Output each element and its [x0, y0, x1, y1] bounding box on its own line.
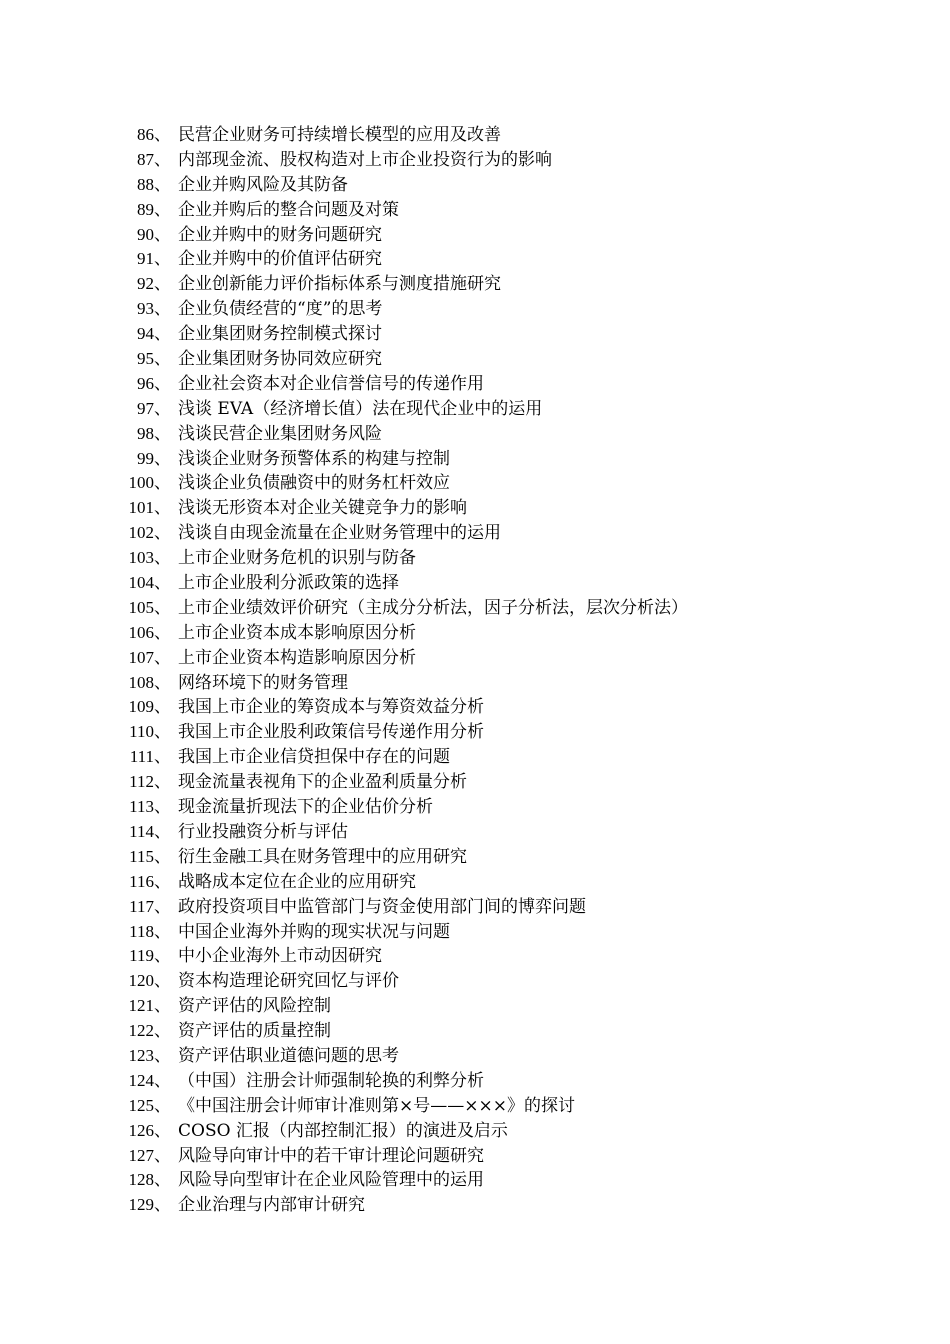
item-title: 内部现金流、股权构造对上市企业投资行为的影响 [178, 149, 552, 170]
item-number: 117 [129, 896, 154, 916]
list-item [100, 1144, 900, 1169]
list-item [100, 720, 900, 745]
item-title: 企业并购风险及其防备 [178, 174, 348, 195]
item-number: 106 [128, 622, 154, 642]
item-title: 上市企业股利分派政策的选择 [178, 573, 399, 594]
list-item [100, 621, 900, 646]
item-separator: 、 [154, 373, 171, 394]
item-separator: 、 [154, 473, 171, 494]
item-separator: 、 [154, 597, 171, 618]
item-title: 政府投资项目中监管部门与资金使用部门间的博弈问题 [178, 896, 586, 917]
item-separator: 、 [154, 622, 171, 643]
item-title: 我国上市企业股利政策信号传递作用分析 [178, 722, 484, 743]
item-title: 网络环境下的财务管理 [178, 672, 348, 693]
item-separator: 、 [154, 896, 171, 917]
item-number: 101 [128, 498, 154, 518]
item-title: 《中国注册会计师审计准则第×号——×××》的探讨 [178, 1095, 575, 1116]
item-separator: 、 [154, 996, 171, 1017]
item-separator: 、 [154, 523, 171, 544]
item-separator: 、 [154, 971, 171, 992]
list-item [100, 521, 900, 546]
list-item [100, 671, 900, 696]
item-number: 90 [137, 224, 154, 244]
list-item [100, 1119, 900, 1144]
list-item [100, 944, 900, 969]
list-item [100, 695, 900, 720]
item-title: 衍生金融工具在财务管理中的应用研究 [178, 846, 467, 867]
item-title: 现金流量折现法下的企业估价分析 [178, 797, 433, 818]
list-item [100, 820, 900, 845]
list-item [100, 223, 900, 248]
item-number: 105 [128, 597, 154, 617]
item-separator: 、 [154, 174, 171, 195]
list-item [100, 646, 900, 671]
item-separator: 、 [154, 797, 171, 818]
list-item [100, 969, 900, 994]
item-separator: 、 [154, 149, 171, 170]
item-title: 资产评估的质量控制 [178, 1021, 331, 1042]
list-item [100, 422, 900, 447]
list-item [100, 123, 900, 148]
list-item [100, 1193, 900, 1218]
item-separator: 、 [154, 946, 171, 967]
item-separator: 、 [154, 1120, 171, 1141]
item-number: 104 [128, 573, 154, 593]
item-number: 119 [129, 946, 154, 966]
item-number: 103 [128, 548, 154, 568]
list-item [100, 447, 900, 472]
item-title: 浅谈企业负债融资中的财务杠杆效应 [178, 473, 450, 494]
list-item [100, 322, 900, 347]
item-title: （中国）注册会计师强制轮换的利弊分析 [178, 1070, 484, 1091]
list-item [100, 994, 900, 1019]
item-number: 126 [128, 1120, 154, 1140]
item-separator: 、 [154, 548, 171, 569]
list-item [100, 1044, 900, 1069]
item-title: 行业投融资分析与评估 [178, 821, 348, 842]
item-separator: 、 [154, 299, 171, 320]
item-title: 企业并购中的财务问题研究 [178, 224, 382, 245]
item-number: 111 [129, 747, 154, 767]
item-title: 上市企业资本构造影响原因分析 [178, 647, 416, 668]
list-item [100, 1019, 900, 1044]
item-title: 企业社会资本对企业信誉信号的传递作用 [178, 373, 484, 394]
item-number: 97 [137, 398, 154, 418]
item-separator: 、 [154, 672, 171, 693]
item-separator: 、 [154, 772, 171, 793]
item-separator: 、 [154, 1145, 171, 1166]
item-title: 中小企业海外上市动因研究 [178, 946, 382, 967]
list-item [100, 247, 900, 272]
item-separator: 、 [154, 697, 171, 718]
item-number: 94 [137, 324, 154, 344]
list-item [100, 1168, 900, 1193]
item-title: 浅谈无形资本对企业关键竞争力的影响 [178, 498, 467, 519]
item-number: 95 [137, 349, 154, 369]
item-title: 浅谈民营企业集团财务风险 [178, 423, 382, 444]
item-title: 企业负债经营的“度”的思考 [178, 299, 383, 320]
list-item [100, 372, 900, 397]
item-separator: 、 [154, 199, 171, 220]
item-title: 我国上市企业信贷担保中存在的问题 [178, 747, 450, 768]
item-separator: 、 [154, 1021, 171, 1042]
list-item [100, 272, 900, 297]
item-number: 125 [128, 1095, 154, 1115]
item-number: 87 [137, 149, 154, 169]
item-number: 129 [128, 1195, 154, 1215]
item-number: 127 [128, 1145, 154, 1165]
list-item [100, 198, 900, 223]
item-title: 企业创新能力评价指标体系与测度措施研究 [178, 274, 501, 295]
item-title: 浅谈 EVA（经济增长值）法在现代企业中的运用 [178, 398, 543, 419]
item-separator: 、 [154, 871, 171, 892]
item-title: 现金流量表视角下的企业盈利质量分析 [178, 772, 467, 793]
item-number: 89 [137, 199, 154, 219]
item-number: 107 [128, 647, 154, 667]
item-separator: 、 [154, 921, 171, 942]
item-title: 中国企业海外并购的现实状况与问题 [178, 921, 450, 942]
item-separator: 、 [154, 821, 171, 842]
item-number: 102 [128, 523, 154, 543]
list-item [100, 397, 900, 422]
item-number: 98 [137, 423, 154, 443]
item-number: 100 [128, 473, 154, 493]
list-item [100, 770, 900, 795]
item-separator: 、 [154, 846, 171, 867]
list-item [100, 173, 900, 198]
item-separator: 、 [154, 722, 171, 743]
list-item [100, 471, 900, 496]
item-number: 92 [137, 274, 154, 294]
item-number: 128 [128, 1170, 154, 1190]
item-title: 企业并购后的整合问题及对策 [178, 199, 399, 220]
topic-list [100, 123, 900, 1218]
item-number: 93 [137, 299, 154, 319]
item-number: 108 [128, 672, 154, 692]
item-number: 96 [137, 373, 154, 393]
item-separator: 、 [154, 573, 171, 594]
item-number: 122 [128, 1021, 154, 1041]
item-title: 风险导向审计中的若干审计理论问题研究 [178, 1145, 484, 1166]
item-number: 124 [128, 1070, 154, 1090]
item-separator: 、 [154, 423, 171, 444]
item-separator: 、 [154, 747, 171, 768]
list-item [100, 148, 900, 173]
list-item [100, 297, 900, 322]
item-separator: 、 [154, 1070, 171, 1091]
item-separator: 、 [154, 249, 171, 270]
list-item [100, 895, 900, 920]
item-title: 企业集团财务协同效应研究 [178, 349, 382, 370]
item-title: 上市企业绩效评价研究（主成分分析法，因子分析法，层次分析法） [178, 597, 688, 618]
item-title: 资产评估职业道德问题的思考 [178, 1045, 399, 1066]
item-title: 风险导向型审计在企业风险管理中的运用 [178, 1170, 484, 1191]
item-number: 112 [129, 772, 154, 792]
item-title: 企业治理与内部审计研究 [178, 1195, 365, 1216]
item-title: 浅谈企业财务预警体系的构建与控制 [178, 448, 450, 469]
item-separator: 、 [154, 1170, 171, 1191]
item-title: 战略成本定位在企业的应用研究 [178, 871, 416, 892]
item-separator: 、 [154, 324, 171, 345]
list-item [100, 571, 900, 596]
item-number: 123 [128, 1045, 154, 1065]
list-item [100, 596, 900, 621]
item-separator: 、 [154, 1045, 171, 1066]
list-item [100, 920, 900, 945]
item-title: 资本构造理论研究回忆与评价 [178, 971, 399, 992]
item-title: 企业并购中的价值评估研究 [178, 249, 382, 270]
item-number: 91 [137, 249, 154, 269]
item-separator: 、 [154, 274, 171, 295]
item-title: 上市企业财务危机的识别与防备 [178, 548, 416, 569]
item-separator: 、 [154, 224, 171, 245]
list-item [100, 347, 900, 372]
item-number: 109 [128, 697, 154, 717]
item-number: 88 [137, 174, 154, 194]
list-item [100, 870, 900, 895]
item-title: 资产评估的风险控制 [178, 996, 331, 1017]
list-item [100, 745, 900, 770]
item-separator: 、 [154, 1095, 171, 1116]
list-item [100, 845, 900, 870]
item-separator: 、 [154, 1195, 171, 1216]
item-number: 116 [129, 871, 154, 891]
item-number: 120 [128, 971, 154, 991]
item-title: 浅谈自由现金流量在企业财务管理中的运用 [178, 523, 501, 544]
item-number: 114 [129, 821, 154, 841]
item-separator: 、 [154, 398, 171, 419]
item-number: 110 [129, 722, 154, 742]
item-number: 121 [128, 996, 154, 1016]
item-title: COSO 汇报（内部控制汇报）的演进及启示 [178, 1120, 508, 1141]
item-separator: 、 [154, 448, 171, 469]
item-title: 企业集团财务控制模式探讨 [178, 324, 382, 345]
item-separator: 、 [154, 647, 171, 668]
list-item [100, 795, 900, 820]
item-title: 民营企业财务可持续增长模型的应用及改善 [178, 125, 501, 145]
list-item [100, 1094, 900, 1119]
item-number: 115 [129, 846, 154, 866]
item-separator: 、 [154, 498, 171, 519]
item-number: 113 [129, 797, 154, 817]
item-separator: 、 [154, 125, 171, 145]
list-item [100, 496, 900, 521]
item-separator: 、 [154, 349, 171, 370]
list-item [100, 546, 900, 571]
item-title: 我国上市企业的筹资成本与筹资效益分析 [178, 697, 484, 718]
item-number: 99 [137, 448, 154, 468]
item-number: 118 [129, 921, 154, 941]
list-item [100, 1069, 900, 1094]
item-title: 上市企业资本成本影响原因分析 [178, 622, 416, 643]
item-number: 86 [137, 125, 154, 144]
